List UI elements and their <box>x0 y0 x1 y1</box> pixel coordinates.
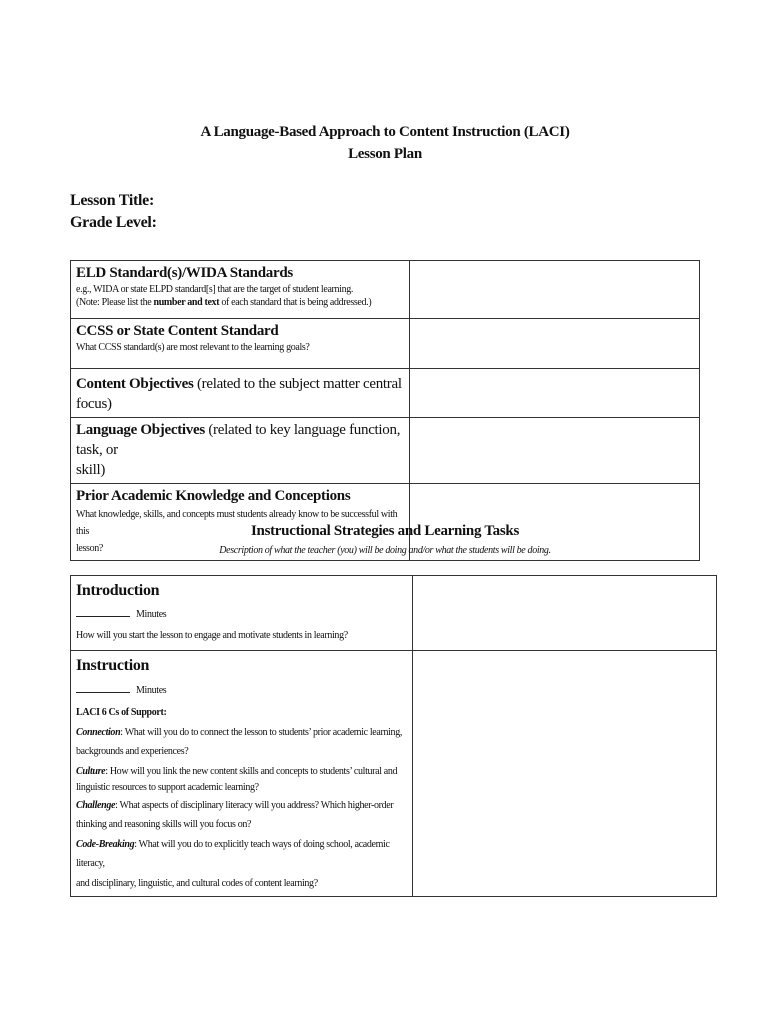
eld-standards-entry[interactable] <box>409 261 699 319</box>
instructional-strategies-title: Instructional Strategies and Learning Tasks <box>251 523 519 539</box>
standards-table <box>70 260 700 561</box>
eld-standards-heading: ELD Standard(s)/WIDA Standards <box>76 265 293 281</box>
six-cs-support-heading: LACI 6 Cs of Support: <box>76 707 167 718</box>
language-objectives-entry[interactable] <box>409 418 699 484</box>
introduction-heading: Introduction <box>76 582 160 599</box>
prior-knowledge-heading: Prior Academic Knowledge and Conceptions <box>76 488 351 504</box>
ccss-standard-description: What CCSS standard(s) are most relevant to the learning goals? <box>76 342 310 353</box>
document-subtitle: Lesson Plan <box>348 146 422 162</box>
introduction-minutes-blank[interactable] <box>76 607 130 617</box>
instructional-strategies-subtitle: Description of what the teacher (you) will be doing and/or what the students will be doing. <box>219 545 551 556</box>
instruction-entry[interactable] <box>412 651 716 897</box>
challenge-prompt: Challenge: What aspects of disciplinary literacy will you address? Which higher-order thinking and reasoning skills will you focus on? <box>76 799 394 830</box>
content-objectives-entry[interactable] <box>409 369 699 418</box>
lesson-title-label: Lesson Title: <box>70 192 154 209</box>
instruction-row <box>71 651 717 897</box>
content-objectives-row <box>71 369 700 418</box>
ccss-standard-heading: CCSS or State Content Standard <box>76 323 279 339</box>
culture-prompt: Culture: How will you link the new content skills and concepts to students’ cultural and linguistic resources to support academic learning? <box>76 765 398 793</box>
ccss-standard-entry[interactable] <box>409 319 699 369</box>
connection-prompt: Connection: What will you do to connect the lesson to students’ prior academic learning, backgrounds and experiences? <box>76 726 402 757</box>
introduction-row <box>71 576 717 651</box>
ccss-standard-row <box>71 319 700 369</box>
language-objectives-heading: Language Objectives (related to key language function, task, or skill) <box>76 422 401 478</box>
introduction-entry[interactable] <box>412 576 716 651</box>
prior-knowledge-description: What knowledge, skills, and concepts must students already know to be successful with this lesson? <box>76 509 398 554</box>
grade-level-label: Grade Level: <box>70 214 157 231</box>
content-objectives-heading: Content Objectives (related to the subject matter central focus) <box>76 376 402 412</box>
instruction-heading: Instruction <box>76 657 150 674</box>
learning-tasks-table <box>70 575 717 897</box>
instruction-minutes-blank[interactable] <box>76 683 130 693</box>
document-title: A Language-Based Approach to Content Instruction (LACI) <box>200 124 570 140</box>
eld-standards-row <box>71 261 700 319</box>
introduction-minutes: Minutes <box>76 604 407 626</box>
instruction-minutes: Minutes <box>76 679 407 703</box>
code-breaking-prompt: Code-Breaking: What will you do to explicitly teach ways of doing school, academic literacy, and disciplinary, linguistic, and cultural codes of content learning? <box>76 838 390 889</box>
eld-standards-description: e.g., WIDA or state ELPD standard[s] that are the target of student learning. (Note: Please list the number and text of each standard that is being addressed.) <box>76 284 372 308</box>
introduction-question: How will you start the lesson to engage and motivate students in learning? <box>76 630 348 641</box>
language-objectives-row <box>71 418 700 484</box>
